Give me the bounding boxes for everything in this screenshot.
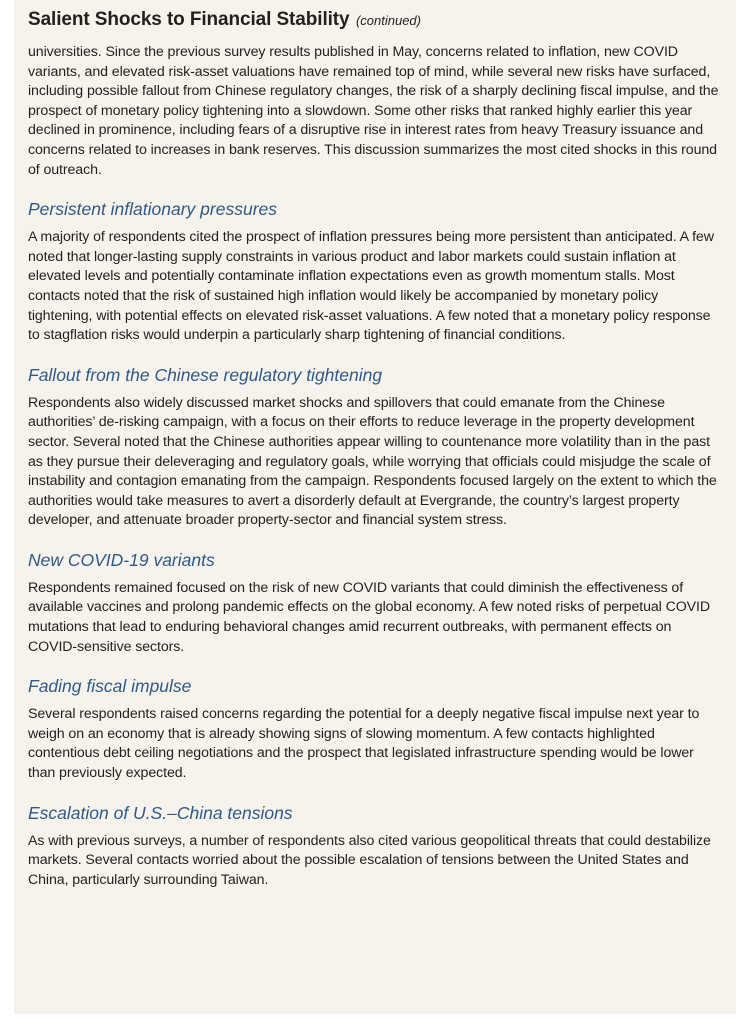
- section-body: Several respondents raised concerns regarding the potential for a deeply negative fiscal impulse next year to weigh on an economy that is already showing signs of slowing momentum. A few contacts highlighted contentious debt ceiling negotiations and the prospect that legislated infrastructure spending would be lower than previously expected.: [28, 706, 700, 782]
- section-heading: Fallout from the Chinese regulatory tightening: [28, 364, 383, 385]
- document-page: [14, 0, 736, 1014]
- intro-paragraph: universities. Since the previous survey results published in May, concerns related to inflation, new COVID variants, and elevated risk-asset valuations have remained top of mind, while several new risks have surfaced, including possible fallout from Chinese regulatory changes, the risk of a sharply declining fiscal impulse, and the prospect of monetary policy tightening into a slowdown. Some other risks that ranked highly earlier this year declined in prominence, including fears of a disruptive rise in interest rates from heavy Treasury issuance and concerns related to increases in bank reserves. This discussion summarizes the most cited shocks in this round of outreach.: [28, 44, 719, 178]
- section-heading: Escalation of U.S.–China tensions: [28, 802, 293, 823]
- section-body: A majority of respondents cited the prospect of inflation pressures being more persistent than anticipated. A few noted that longer-lasting supply constraints in various product and labor markets could sustain inflation at elevated levels and potentially contaminate inflation expectations even as growth momentum stalls. Most contacts noted that the risk of sustained high inflation would likely be accompanied by monetary policy tightening, with potential effects on elevated risk-asset valuations. A few noted that a monetary policy response to stagflation risks would underpin a particularly sharp tightening of financial conditions.: [28, 229, 714, 344]
- section-body: Respondents also widely discussed market shocks and spillovers that could emanate from the Chinese authorities’ de-risking campaign, with a focus on their efforts to reduce leverage in the property development sector. Several noted that the Chinese authorities appear willing to countenance more volatility than in the past as they pursue their deleveraging and regulatory goals, while worrying that officials could misjudge the scale of instability and contagion emanating from the campaign. Respondents focused largely on the extent to which the authorities would take measures to avert a disorderly default at Evergrande, the country’s largest property developer, and attenuate broader property-sector and financial system stress.: [28, 394, 717, 529]
- section-us-china-tensions: [28, 802, 724, 891]
- section-persistent-inflation: [28, 198, 724, 346]
- section-chinese-regulatory: [28, 364, 724, 531]
- section-heading: Fading fiscal impulse: [28, 676, 192, 697]
- section-fiscal-impulse: [28, 675, 724, 783]
- section-heading: New COVID-19 variants: [28, 549, 215, 570]
- page-title: Salient Shocks to Financial Stability: [28, 9, 350, 30]
- title-note: (continued): [355, 13, 421, 28]
- section-heading: Persistent inflationary pressures: [28, 199, 277, 220]
- section-body: Respondents remained focused on the risk of new COVID variants that could diminish the effectiveness of available vaccines and prolong pandemic effects on the global economy. A few noted risks of perpetual COVID mutations that lead to enduring behavioral changes amid recurrent outbreaks, with permanent effects on COVID-sensitive sectors.: [28, 579, 711, 655]
- title-row: [28, 6, 724, 35]
- section-covid-variants: [28, 549, 724, 657]
- section-body: As with previous surveys, a number of respondents also cited various geopolitical threats that could destabilize markets. Several contacts worried about the possible escalation of tensions between the United States and China, particularly surrounding Taiwan.: [28, 832, 711, 888]
